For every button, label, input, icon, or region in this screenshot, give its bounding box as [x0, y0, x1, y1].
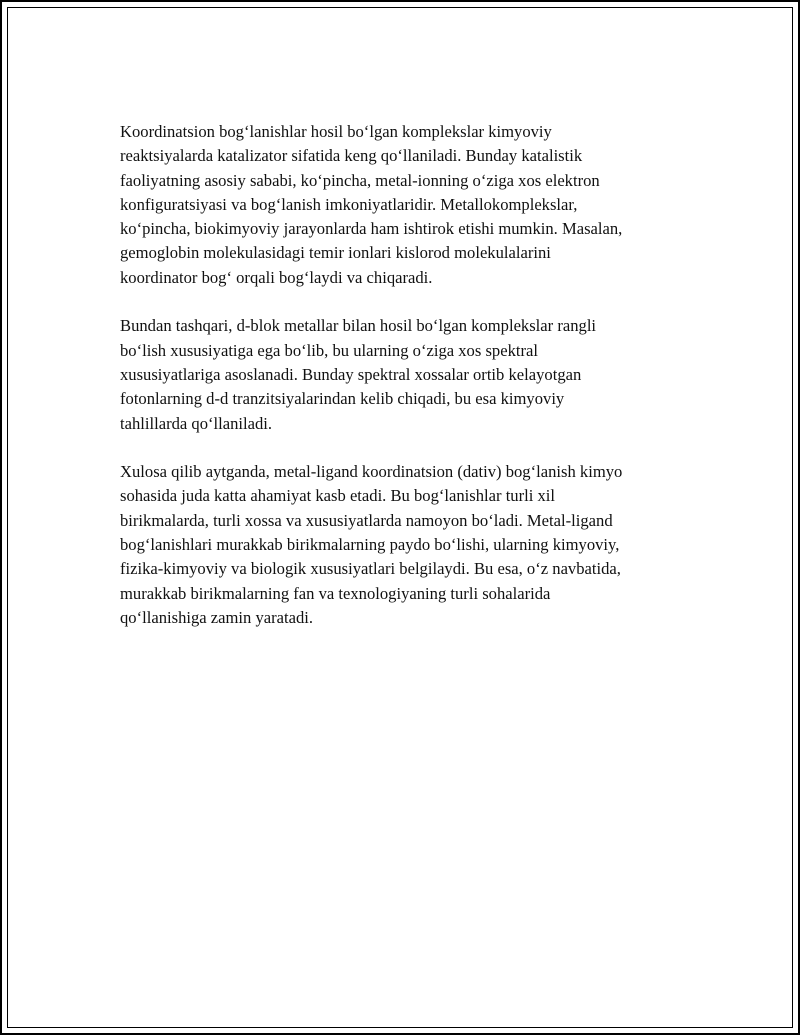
paragraph-line: fizika-kimyoviy va biologik xususiyatlari belgilaydi. Bu esa, o‘z navbatida,	[120, 559, 621, 579]
paragraph-line: Xulosa qilib aytganda, metal-ligand koordinatsion (dativ) bog‘lanish kimyo	[120, 462, 623, 482]
paragraph-line: bog‘lanishlari murakkab birikmalarning paydo bo‘lishi, ularning kimyoviy,	[120, 535, 620, 555]
document-body	[120, 120, 688, 655]
paragraph-line: sohasida juda katta ahamiyat kasb etadi. Bu bog‘lanishlar turli xil	[120, 486, 556, 506]
paragraph-line: murakkab birikmalarning fan va texnologiyaning turli sohalarida	[120, 583, 551, 603]
paragraph-line: faoliyatning asosiy sababi, ko‘pincha, metal-ionning o‘ziga xos elektron	[120, 170, 600, 190]
paragraph-1	[120, 120, 688, 290]
paragraph-line: bo‘lish xususiyatiga ega bo‘lib, bu ularning o‘ziga xos spektral	[120, 340, 538, 360]
paragraph-line: fotonlarning d-d tranzitsiyalarindan kelib chiqadi, bu esa kimyoviy	[120, 389, 565, 409]
paragraph-line: birikmalarda, turli xossa va xususiyatlarda namoyon bo‘ladi. Metal-ligand	[120, 510, 613, 530]
paragraph-line: reaktsiyalarda katalizator sifatida keng qo‘llaniladi. Bunday katalistik	[120, 146, 583, 166]
paragraph-2	[120, 314, 688, 435]
paragraph-line: qo‘llanishiga zamin yaratadi.	[120, 607, 314, 627]
paragraph-line: gemoglobin molekulasidagi temir ionlari kislorod molekulalarini	[120, 243, 551, 263]
paragraph-line: xususiyatlariga asoslanadi. Bunday spektral xossalar ortib kelayotgan	[120, 364, 582, 384]
paragraph-line: koordinator bog‘ orqali bog‘laydi va chiqaradi.	[120, 267, 433, 287]
paragraph-line: konfiguratsiyasi va bog‘lanish imkoniyatlaridir. Metallokomplekslar,	[120, 194, 578, 214]
paragraph-line: Bundan tashqari, d-blok metallar bilan hosil bo‘lgan komplekslar rangli	[120, 316, 597, 336]
paragraph-line: ko‘pincha, biokimyoviy jarayonlarda ham ishtirok etishi mumkin. Masalan,	[120, 219, 623, 239]
paragraph-line: Koordinatsion bog‘lanishlar hosil bo‘lgan komplekslar kimyoviy	[120, 122, 552, 141]
paragraph-line: tahlillarda qo‘llaniladi.	[120, 413, 273, 433]
paragraph-3	[120, 460, 688, 630]
